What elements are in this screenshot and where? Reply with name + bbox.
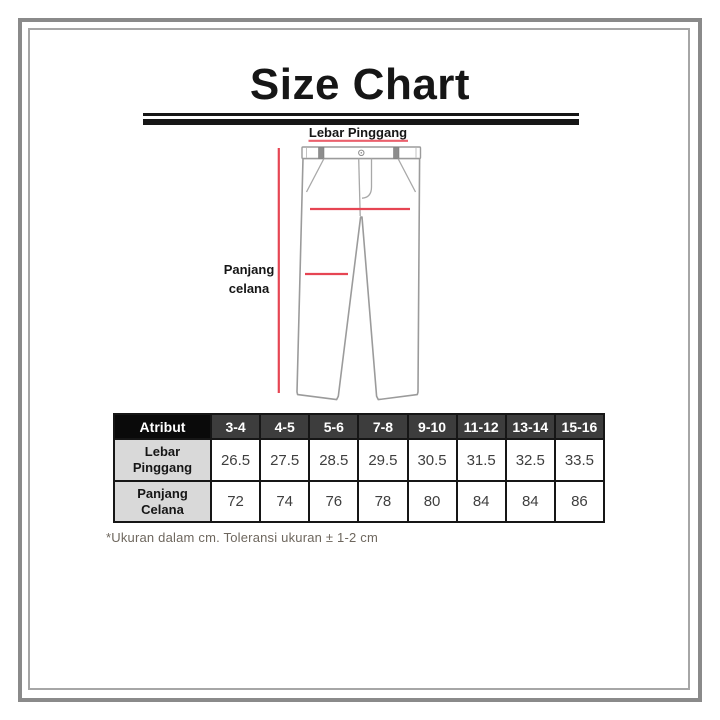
header-cell-size: 13-14: [506, 414, 555, 439]
trouser-length-label: [222, 260, 276, 298]
table-row-trouser-length: [114, 481, 604, 522]
cell-value: 26.5: [211, 439, 260, 481]
cell-value: 28.5: [309, 439, 358, 481]
page-title: Size Chart: [249, 60, 471, 109]
header-cell-size: 3-4: [211, 414, 260, 439]
row-label-trouser-length: Panjang Celana: [114, 481, 211, 522]
cell-value: 31.5: [457, 439, 506, 481]
cell-value: 30.5: [408, 439, 457, 481]
row-label-waist-width: Lebar Pinggang: [114, 439, 211, 481]
cell-value: 29.5: [358, 439, 407, 481]
cell-value: 84: [506, 481, 555, 522]
cell-value: 32.5: [506, 439, 555, 481]
size-table-header-row: [114, 414, 604, 439]
cell-value: 76: [309, 481, 358, 522]
belt-loop-right: [394, 148, 400, 159]
cell-value: 80: [408, 481, 457, 522]
size-table: [113, 413, 605, 523]
header-cell-size: 7-8: [358, 414, 407, 439]
header-cell-size: 15-16: [555, 414, 604, 439]
header-cell-size: 11-12: [457, 414, 506, 439]
trousers-diagram: [270, 136, 450, 406]
header-cell-size: 9-10: [408, 414, 457, 439]
waist-width-label: Lebar Pinggang: [308, 125, 408, 140]
cell-value: 72: [211, 481, 260, 522]
cell-value: 86: [555, 481, 604, 522]
header-cell-size: 5-6: [309, 414, 358, 439]
cell-value: 78: [358, 481, 407, 522]
belt-loop-left: [319, 148, 325, 159]
cell-value: 74: [260, 481, 309, 522]
trouser-length-label-line1: Panjang: [223, 262, 275, 277]
trousers-outline: [297, 159, 420, 400]
cell-value: 27.5: [260, 439, 309, 481]
waist-button-dot: [361, 152, 363, 154]
title-divider: [143, 113, 579, 125]
header-cell-size: 4-5: [260, 414, 309, 439]
cell-value: 33.5: [555, 439, 604, 481]
header-cell-attribute: Atribut: [114, 414, 211, 439]
cell-value: 84: [457, 481, 506, 522]
trouser-length-label-line2: celana: [228, 281, 270, 296]
tolerance-footnote: *Ukuran dalam cm. Toleransi ukuran ± 1-2 cm: [106, 530, 378, 545]
table-row-waist-width: [114, 439, 604, 481]
